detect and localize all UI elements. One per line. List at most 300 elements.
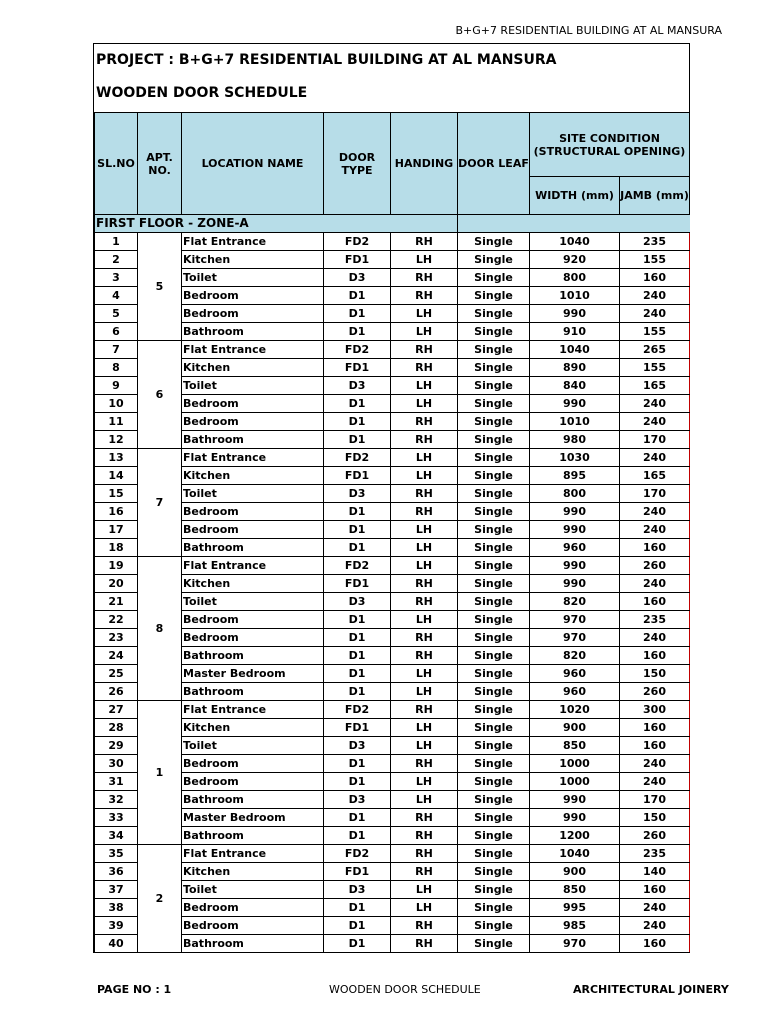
cell-location: Bedroom [182,305,324,323]
cell-handing: RH [391,593,458,611]
cell-door-leaf: Single [458,701,530,719]
cell-sl-no: 6 [95,323,138,341]
cell-sl-no: 9 [95,377,138,395]
cell-location: Kitchen [182,863,324,881]
cell-width: 960 [530,665,620,683]
cell-width: 1010 [530,413,620,431]
cell-jamb: 160 [620,593,690,611]
cell-jamb: 160 [620,647,690,665]
table-row [95,413,690,431]
cell-location: Bedroom [182,395,324,413]
cell-sl-no: 7 [95,341,138,359]
table-row [95,737,690,755]
cell-door-type: FD2 [324,557,391,575]
cell-door-type: D1 [324,755,391,773]
cell-jamb: 240 [620,629,690,647]
cell-handing: RH [391,413,458,431]
cell-handing: LH [391,773,458,791]
cell-handing: RH [391,845,458,863]
cell-door-leaf: Single [458,431,530,449]
cell-jamb: 235 [620,611,690,629]
table-row [95,899,690,917]
cell-jamb: 240 [620,575,690,593]
cell-handing: LH [391,791,458,809]
cell-width: 900 [530,719,620,737]
table-row [95,341,690,359]
cell-door-leaf: Single [458,899,530,917]
cell-sl-no: 17 [95,521,138,539]
cell-door-leaf: Single [458,467,530,485]
cell-handing: RH [391,269,458,287]
cell-handing: RH [391,287,458,305]
cell-door-leaf: Single [458,593,530,611]
cell-jamb: 260 [620,827,690,845]
cell-location: Bedroom [182,755,324,773]
zone-label: FIRST FLOOR - ZONE-A [95,215,458,233]
cell-handing: RH [391,863,458,881]
table-row [95,539,690,557]
cell-door-leaf: Single [458,557,530,575]
cell-apt-no: 8 [138,557,182,701]
col-header-apt-no: APT. NO. [138,113,182,215]
table-row [95,863,690,881]
cell-door-leaf: Single [458,881,530,899]
cell-location: Flat Entrance [182,341,324,359]
table-row [95,467,690,485]
cell-jamb: 260 [620,557,690,575]
table-row [95,287,690,305]
cell-sl-no: 13 [95,449,138,467]
cell-width: 1040 [530,233,620,251]
cell-jamb: 160 [620,539,690,557]
cell-door-leaf: Single [458,773,530,791]
cell-door-leaf: Single [458,629,530,647]
cell-door-type: FD2 [324,845,391,863]
cell-handing: RH [391,809,458,827]
cell-location: Flat Entrance [182,701,324,719]
cell-door-leaf: Single [458,539,530,557]
cell-handing: LH [391,539,458,557]
cell-door-type: D1 [324,431,391,449]
cell-width: 960 [530,683,620,701]
table-row [95,395,690,413]
cell-handing: LH [391,521,458,539]
table-row [95,647,690,665]
table-row [95,665,690,683]
cell-sl-no: 11 [95,413,138,431]
cell-width: 920 [530,251,620,269]
cell-sl-no: 36 [95,863,138,881]
cell-door-type: D1 [324,611,391,629]
cell-door-leaf: Single [458,791,530,809]
cell-location: Bathroom [182,935,324,953]
table-row [95,557,690,575]
table-row [95,881,690,899]
cell-apt-no: 1 [138,701,182,845]
cell-jamb: 235 [620,233,690,251]
table-row [95,791,690,809]
cell-door-leaf: Single [458,665,530,683]
cell-location: Bathroom [182,827,324,845]
cell-door-leaf: Single [458,287,530,305]
cell-jamb: 160 [620,737,690,755]
cell-jamb: 260 [620,683,690,701]
cell-handing: RH [391,647,458,665]
cell-sl-no: 26 [95,683,138,701]
cell-door-leaf: Single [458,449,530,467]
door-schedule-table [94,112,690,953]
cell-sl-no: 5 [95,305,138,323]
table-row [95,323,690,341]
table-row [95,575,690,593]
cell-sl-no: 20 [95,575,138,593]
schedule-sheet [93,43,690,953]
cell-width: 1040 [530,845,620,863]
footer-section: ARCHITECTURAL JOINERY [573,983,729,996]
cell-handing: LH [391,305,458,323]
cell-jamb: 150 [620,665,690,683]
cell-handing: RH [391,341,458,359]
cell-jamb: 160 [620,935,690,953]
cell-door-type: D1 [324,899,391,917]
table-row [95,305,690,323]
cell-location: Bathroom [182,431,324,449]
cell-sl-no: 21 [95,593,138,611]
cell-door-leaf: Single [458,269,530,287]
cell-location: Bedroom [182,611,324,629]
cell-width: 990 [530,305,620,323]
cell-apt-no: 5 [138,233,182,341]
cell-location: Bedroom [182,899,324,917]
cell-location: Flat Entrance [182,449,324,467]
cell-sl-no: 8 [95,359,138,377]
cell-door-type: D1 [324,539,391,557]
cell-sl-no: 18 [95,539,138,557]
cell-location: Kitchen [182,251,324,269]
cell-location: Toilet [182,737,324,755]
cell-door-leaf: Single [458,413,530,431]
table-row [95,251,690,269]
cell-width: 850 [530,881,620,899]
cell-location: Bedroom [182,413,324,431]
cell-width: 970 [530,935,620,953]
table-row [95,773,690,791]
cell-sl-no: 2 [95,251,138,269]
cell-handing: LH [391,377,458,395]
cell-sl-no: 40 [95,935,138,953]
cell-sl-no: 3 [95,269,138,287]
table-row [95,827,690,845]
cell-handing: LH [391,323,458,341]
cell-location: Flat Entrance [182,233,324,251]
cell-jamb: 235 [620,845,690,863]
cell-handing: LH [391,395,458,413]
col-header-site-condition: SITE CONDITION (STRUCTURAL OPENING) [530,113,690,177]
col-header-width: WIDTH (mm) [530,177,620,215]
cell-door-leaf: Single [458,359,530,377]
table-row [95,719,690,737]
table-row [95,845,690,863]
cell-sl-no: 1 [95,233,138,251]
cell-door-type: FD1 [324,251,391,269]
cell-width: 900 [530,863,620,881]
cell-door-type: FD2 [324,341,391,359]
cell-sl-no: 16 [95,503,138,521]
cell-door-leaf: Single [458,611,530,629]
table-row [95,233,690,251]
table-row [95,701,690,719]
table-row [95,809,690,827]
cell-width: 895 [530,467,620,485]
cell-location: Toilet [182,485,324,503]
cell-sl-no: 24 [95,647,138,665]
cell-location: Master Bedroom [182,665,324,683]
cell-handing: RH [391,935,458,953]
cell-handing: LH [391,449,458,467]
cell-handing: RH [391,755,458,773]
cell-jamb: 170 [620,485,690,503]
cell-handing: LH [391,899,458,917]
cell-handing: RH [391,485,458,503]
cell-location: Bathroom [182,683,324,701]
cell-width: 990 [530,791,620,809]
cell-location: Toilet [182,269,324,287]
cell-handing: RH [391,503,458,521]
cell-width: 985 [530,917,620,935]
cell-sl-no: 27 [95,701,138,719]
cell-handing: LH [391,719,458,737]
cell-door-leaf: Single [458,395,530,413]
cell-door-type: D1 [324,773,391,791]
cell-door-type: D1 [324,665,391,683]
cell-door-leaf: Single [458,683,530,701]
table-row [95,449,690,467]
cell-door-type: D3 [324,485,391,503]
cell-door-type: D3 [324,791,391,809]
cell-sl-no: 15 [95,485,138,503]
cell-jamb: 240 [620,917,690,935]
cell-sl-no: 30 [95,755,138,773]
cell-jamb: 160 [620,269,690,287]
cell-width: 1030 [530,449,620,467]
cell-door-leaf: Single [458,503,530,521]
cell-width: 995 [530,899,620,917]
cell-width: 910 [530,323,620,341]
table-row [95,917,690,935]
cell-jamb: 240 [620,899,690,917]
cell-handing: LH [391,665,458,683]
cell-width: 850 [530,737,620,755]
cell-location: Flat Entrance [182,845,324,863]
cell-location: Toilet [182,593,324,611]
cell-door-type: D3 [324,737,391,755]
table-row [95,431,690,449]
cell-handing: RH [391,701,458,719]
cell-location: Bedroom [182,773,324,791]
cell-handing: LH [391,467,458,485]
cell-jamb: 240 [620,305,690,323]
cell-sl-no: 12 [95,431,138,449]
cell-handing: LH [391,611,458,629]
cell-door-type: FD1 [324,863,391,881]
cell-location: Bathroom [182,323,324,341]
cell-door-leaf: Single [458,935,530,953]
cell-door-leaf: Single [458,521,530,539]
cell-location: Toilet [182,377,324,395]
cell-door-type: D1 [324,809,391,827]
cell-width: 1020 [530,701,620,719]
cell-width: 960 [530,539,620,557]
cell-width: 970 [530,611,620,629]
cell-door-type: D1 [324,503,391,521]
zone-row [95,215,690,233]
cell-handing: RH [391,629,458,647]
cell-jamb: 155 [620,323,690,341]
cell-location: Bedroom [182,917,324,935]
cell-width: 1040 [530,341,620,359]
zone-fill [458,215,690,233]
table-row [95,377,690,395]
cell-sl-no: 38 [95,899,138,917]
cell-sl-no: 25 [95,665,138,683]
cell-sl-no: 22 [95,611,138,629]
cell-door-leaf: Single [458,251,530,269]
cell-location: Bathroom [182,647,324,665]
cell-jamb: 240 [620,755,690,773]
cell-sl-no: 33 [95,809,138,827]
cell-jamb: 170 [620,791,690,809]
running-header: B+G+7 RESIDENTIAL BUILDING AT AL MANSURA [455,24,722,37]
cell-jamb: 265 [620,341,690,359]
cell-jamb: 165 [620,377,690,395]
cell-width: 970 [530,629,620,647]
cell-door-leaf: Single [458,737,530,755]
cell-door-type: D1 [324,827,391,845]
cell-width: 1000 [530,755,620,773]
col-header-door-type: DOOR TYPE [324,113,391,215]
schedule-title: WOODEN DOOR SCHEDULE [96,85,308,101]
cell-door-leaf: Single [458,575,530,593]
title-block [94,44,689,112]
cell-sl-no: 29 [95,737,138,755]
cell-sl-no: 39 [95,917,138,935]
cell-door-type: D3 [324,377,391,395]
table-row [95,683,690,701]
cell-jamb: 240 [620,503,690,521]
cell-door-type: D3 [324,593,391,611]
cell-door-type: D1 [324,629,391,647]
cell-width: 990 [530,395,620,413]
cell-door-type: D1 [324,917,391,935]
cell-jamb: 140 [620,863,690,881]
cell-door-type: D1 [324,305,391,323]
cell-door-type: FD2 [324,449,391,467]
cell-door-type: D1 [324,413,391,431]
table-row [95,755,690,773]
cell-door-leaf: Single [458,377,530,395]
cell-door-leaf: Single [458,809,530,827]
cell-sl-no: 14 [95,467,138,485]
cell-door-type: D1 [324,521,391,539]
table-row [95,503,690,521]
cell-location: Bathroom [182,791,324,809]
cell-jamb: 300 [620,701,690,719]
cell-jamb: 160 [620,719,690,737]
cell-width: 840 [530,377,620,395]
col-header-location: LOCATION NAME [182,113,324,215]
cell-location: Bathroom [182,539,324,557]
cell-width: 1010 [530,287,620,305]
cell-jamb: 155 [620,251,690,269]
cell-door-leaf: Single [458,827,530,845]
cell-handing: RH [391,575,458,593]
cell-jamb: 150 [620,809,690,827]
cell-jamb: 240 [620,773,690,791]
cell-door-type: FD1 [324,575,391,593]
cell-jamb: 155 [620,359,690,377]
cell-apt-no: 2 [138,845,182,953]
cell-handing: LH [391,881,458,899]
cell-width: 980 [530,431,620,449]
cell-jamb: 165 [620,467,690,485]
col-header-door-leaf: DOOR LEAF [458,113,530,215]
table-row [95,629,690,647]
table-row [95,269,690,287]
cell-door-type: FD1 [324,359,391,377]
cell-width: 1200 [530,827,620,845]
cell-door-type: D3 [324,881,391,899]
cell-location: Bedroom [182,503,324,521]
cell-sl-no: 31 [95,773,138,791]
cell-sl-no: 28 [95,719,138,737]
cell-sl-no: 10 [95,395,138,413]
table-row [95,611,690,629]
cell-apt-no: 6 [138,341,182,449]
cell-jamb: 170 [620,431,690,449]
cell-jamb: 240 [620,395,690,413]
cell-door-leaf: Single [458,719,530,737]
table-row [95,521,690,539]
col-header-handing: HANDING [391,113,458,215]
cell-sl-no: 35 [95,845,138,863]
cell-width: 800 [530,269,620,287]
cell-apt-no: 7 [138,449,182,557]
col-header-sl-no: SL.NO [95,113,138,215]
cell-jamb: 240 [620,521,690,539]
cell-handing: RH [391,359,458,377]
schedule-body [95,215,690,953]
footer-page-number: PAGE NO : 1 [97,983,172,996]
cell-jamb: 160 [620,881,690,899]
cell-jamb: 240 [620,287,690,305]
cell-sl-no: 32 [95,791,138,809]
table-row [95,359,690,377]
cell-handing: LH [391,557,458,575]
cell-door-type: FD2 [324,233,391,251]
cell-door-type: FD2 [324,701,391,719]
cell-sl-no: 37 [95,881,138,899]
cell-door-leaf: Single [458,647,530,665]
cell-width: 800 [530,485,620,503]
cell-location: Bedroom [182,521,324,539]
cell-width: 990 [530,521,620,539]
cell-width: 990 [530,503,620,521]
cell-sl-no: 4 [95,287,138,305]
footer-title: WOODEN DOOR SCHEDULE [329,983,481,996]
cell-jamb: 240 [620,413,690,431]
cell-handing: RH [391,233,458,251]
cell-door-leaf: Single [458,917,530,935]
